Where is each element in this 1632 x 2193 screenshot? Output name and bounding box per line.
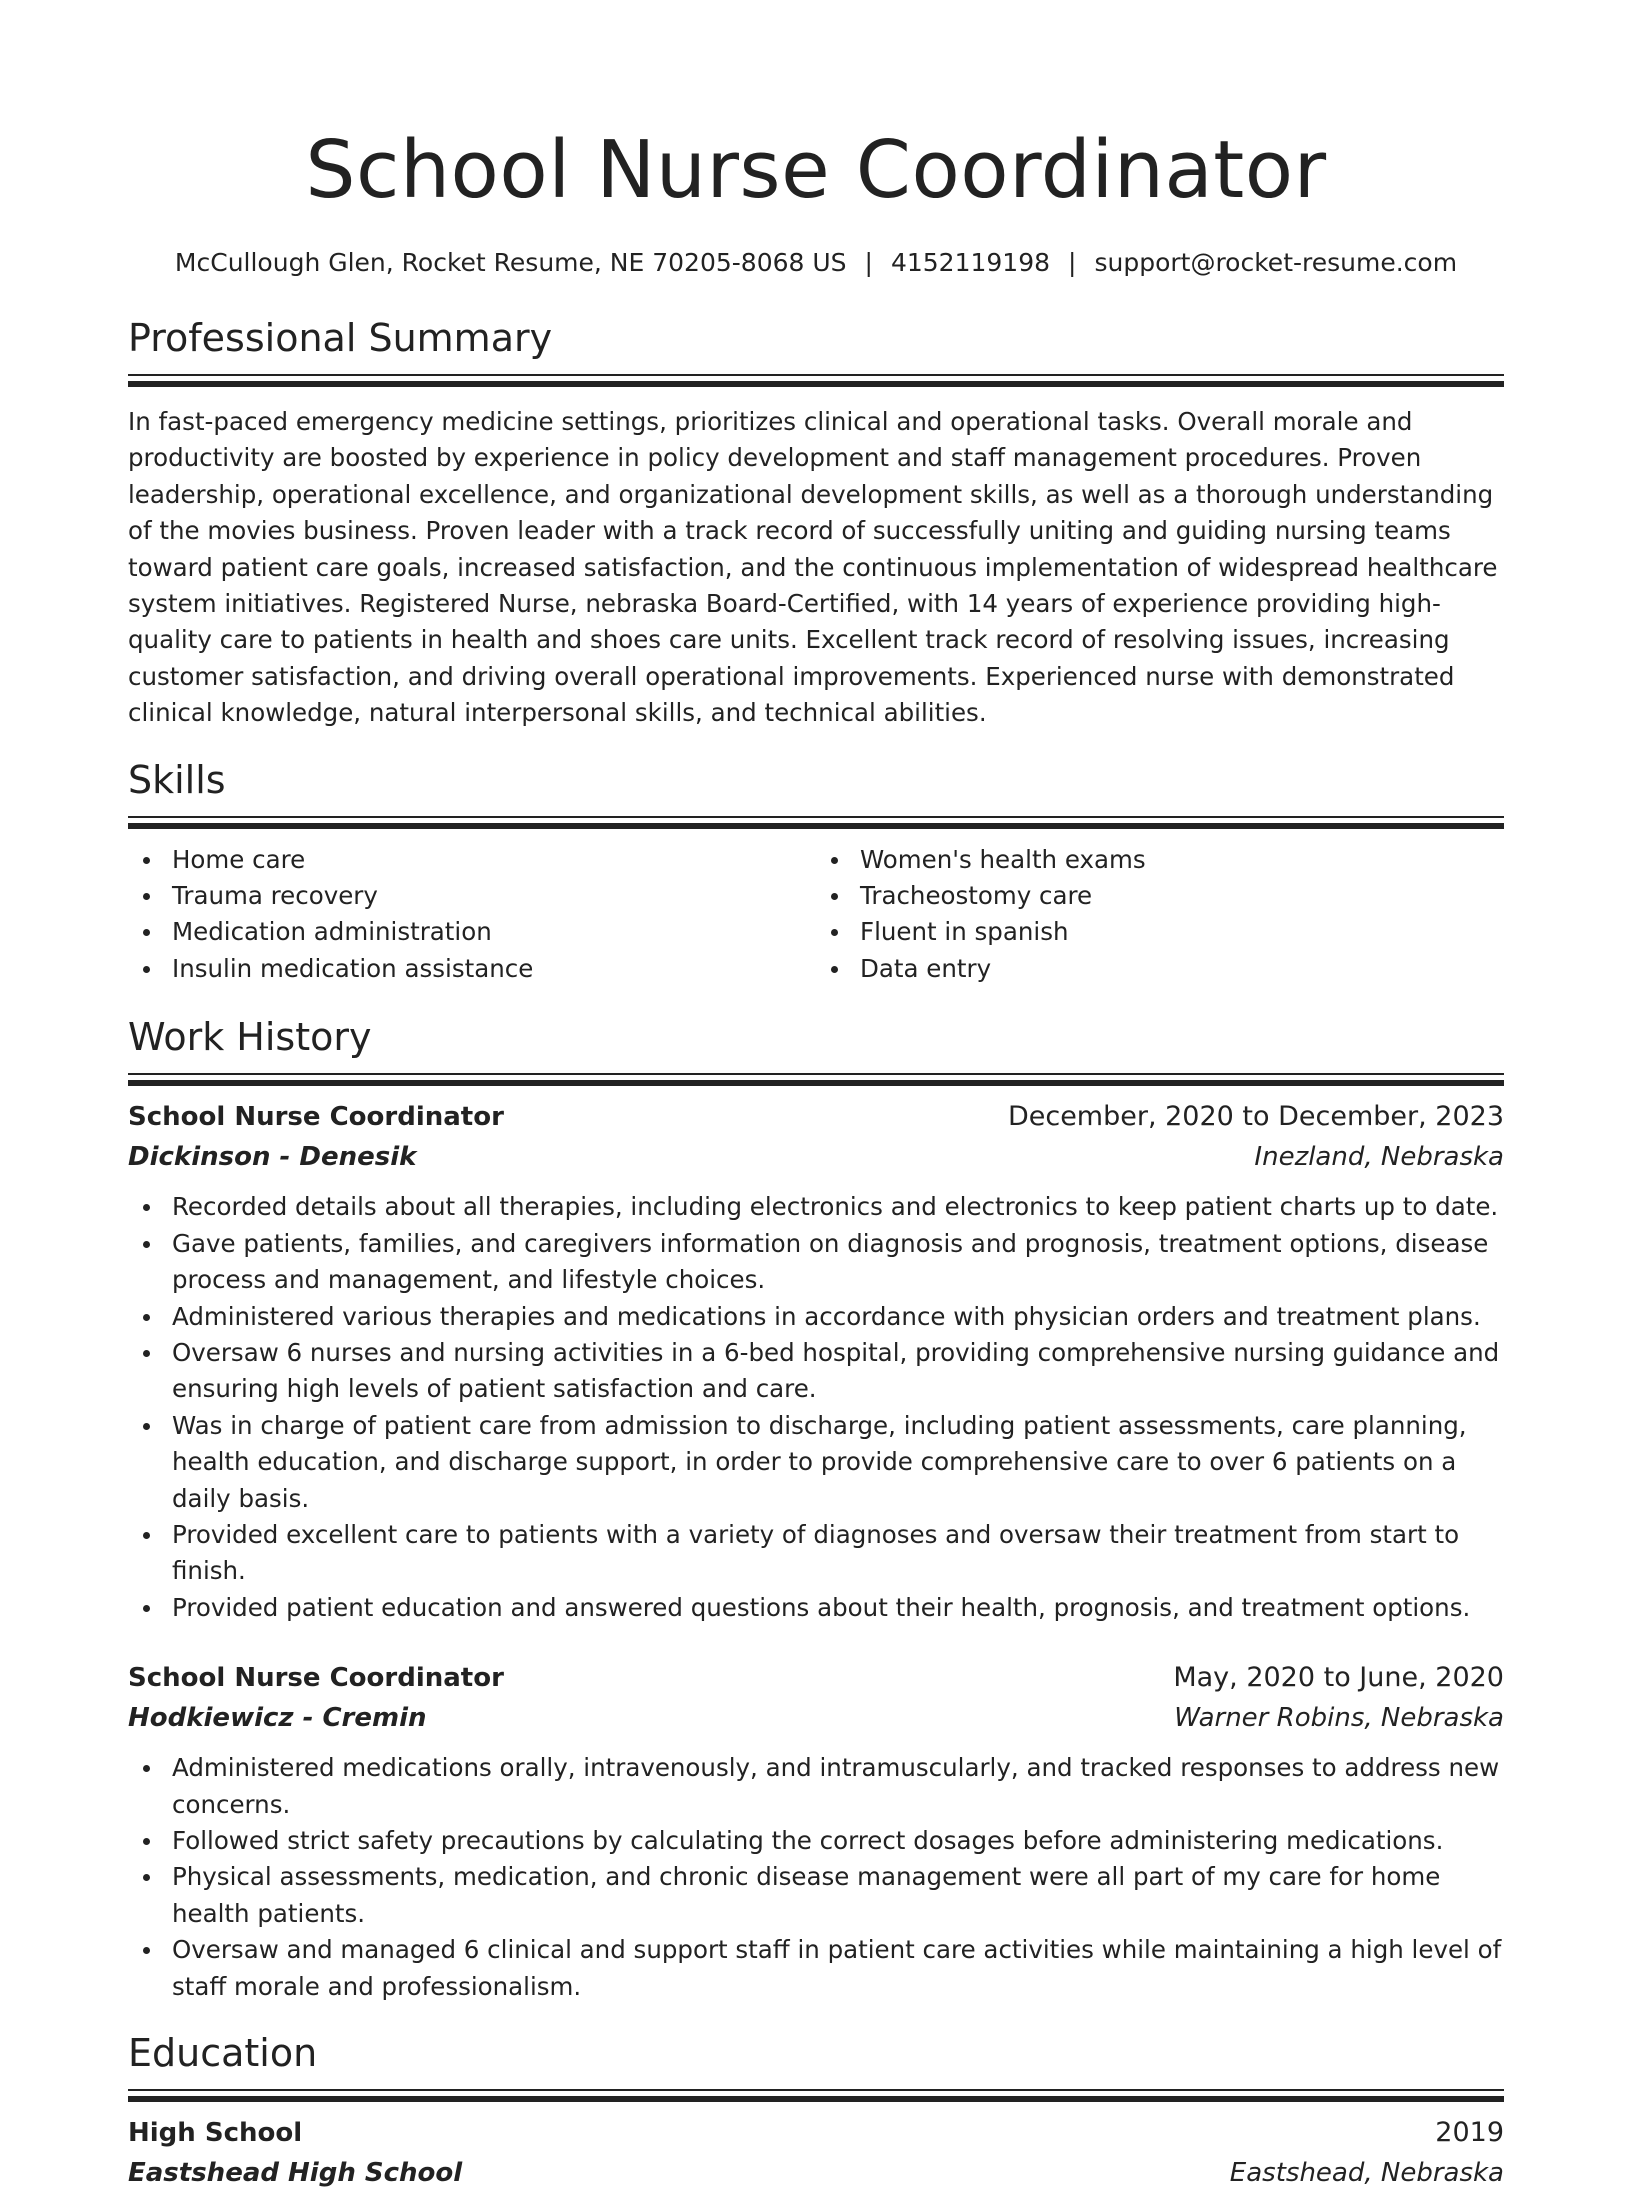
job-bullet: Followed strict safety precautions by calculating the correct dosages before administering medications. — [128, 1823, 1504, 1859]
contact-line — [128, 246, 1504, 280]
resume-name: School Nurse Coordinator — [305, 124, 1327, 216]
section-divider — [128, 374, 1504, 386]
summary-text: In fast-paced emergency medicine settings, prioritizes clinical and operational tasks. Overall morale and productivity are boosted by experience in policy development and staff management procedures. Proven leadership, operational excellence, and organizational development skills, as well as a thorough understanding of the movies business. Proven leader with a track record of successfully uniting and guiding nursing teams toward patient care goals, increased satisfaction, and the continuous implementation of widespread healthcare system initiatives. Registered Nurse, nebraska Board-Certified, with 14 years of experience providing high-quality care to patients in health and shoes care units. Excellent track record of resolving issues, increasing customer satisfaction, and driving overall operational improvements. Experienced nurse with demonstrated clinical knowledge, natural interpersonal skills, and technical abilities. — [128, 407, 1498, 728]
education-header-row — [128, 2113, 1504, 2153]
job-bullet: Oversaw and managed 6 clinical and support staff in patient care activities while maintaining a high level of staff morale and professionalism. — [128, 1932, 1504, 2005]
skill-item: Medication administration — [128, 914, 816, 950]
section-divider — [128, 2089, 1504, 2101]
job-bullet: Administered various therapies and medications in accordance with physician orders and treatment plans. — [128, 1299, 1504, 1335]
contact-email: support@rocket-resume.com — [1094, 248, 1458, 277]
job-bullet: Recorded details about all therapies, including electronics and electronics to keep patient charts up to date. — [128, 1189, 1504, 1225]
job-bullets — [128, 1189, 1504, 1626]
skill-item: Women's health exams — [816, 842, 1504, 878]
job-bullet: Administered medications orally, intravenously, and intramuscularly, and tracked responses to address new concerns. — [128, 1750, 1504, 1823]
job-entry — [128, 1658, 1504, 2005]
job-bullet: Oversaw 6 nurses and nursing activities in a 6-bed hospital, providing comprehensive nursing guidance and ensuring high levels of patient satisfaction and care. — [128, 1335, 1504, 1408]
job-bullet: Gave patients, families, and caregivers information on diagnosis and prognosis, treatment options, disease process and management, and lifestyle choices. — [128, 1226, 1504, 1299]
skill-item: Data entry — [816, 951, 1504, 987]
education-school-row — [128, 2153, 1504, 2193]
education-location: Eastshead, Nebraska — [1229, 2158, 1504, 2188]
job-dates: May, 2020 to June, 2020 — [1173, 1662, 1504, 1694]
summary-heading: Professional Summary — [128, 316, 553, 360]
job-entry — [128, 1097, 1504, 1626]
job-location: Inezland, Nebraska — [1254, 1142, 1504, 1173]
summary-section — [128, 314, 1504, 732]
job-bullet: Provided excellent care to patients with a variety of diagnoses and oversaw their treatment from start to finish. — [128, 1517, 1504, 1590]
education-heading: Education — [128, 2031, 318, 2075]
contact-address: McCullough Glen, Rocket Resume, NE 70205-8068 US — [174, 248, 847, 277]
job-title: School Nurse Coordinator — [128, 1102, 504, 1133]
job-location: Warner Robins, Nebraska — [1174, 1703, 1504, 1734]
education-school: Eastshead High School — [128, 2158, 463, 2188]
skill-item: Trauma recovery — [128, 878, 816, 914]
job-title: School Nurse Coordinator — [128, 1663, 504, 1694]
job-company: Dickinson - Denesik — [128, 1142, 417, 1173]
education-year: 2019 — [1435, 2117, 1504, 2148]
job-bullet: Was in charge of patient care from admission to discharge, including patient assessments, care planning, health education, and discharge support, in order to provide comprehensive care to over 6 patients on a daily basis. — [128, 1408, 1504, 1517]
job-dates: December, 2020 to December, 2023 — [1007, 1101, 1504, 1133]
skill-item: Home care — [128, 842, 816, 878]
work-history-heading: Work History — [128, 1015, 372, 1060]
skills-section — [128, 756, 1504, 988]
job-company-row — [128, 1137, 1504, 1177]
job-header-row — [128, 1658, 1504, 1698]
education-section — [128, 2029, 1504, 2193]
contact-phone: 4152119198 — [890, 248, 1051, 277]
skills-heading: Skills — [128, 757, 226, 802]
skill-item: Insulin medication assistance — [128, 951, 816, 987]
job-bullets — [128, 1750, 1504, 2005]
skills-left-column — [128, 842, 816, 988]
job-header-row — [128, 1097, 1504, 1137]
education-entry — [128, 2113, 1504, 2193]
job-bullet: Physical assessments, medication, and chronic disease management were all part of my care for home health patients. — [128, 1859, 1504, 1932]
job-company: Hodkiewicz - Cremin — [128, 1703, 427, 1734]
section-divider — [128, 816, 1504, 828]
skill-item: Fluent in spanish — [816, 914, 1504, 950]
work-history-section — [128, 1013, 1504, 2005]
job-company-row — [128, 1698, 1504, 1738]
section-divider — [128, 1073, 1504, 1085]
skills-right-column — [816, 842, 1504, 988]
contact-separator: | — [864, 248, 873, 277]
education-degree: High School — [128, 2118, 303, 2148]
contact-separator: | — [1068, 248, 1077, 277]
skill-item: Tracheostomy care — [816, 878, 1504, 914]
skills-columns — [128, 842, 1504, 988]
job-bullet: Provided patient education and answered questions about their health, prognosis, and treatment options. — [128, 1590, 1504, 1626]
